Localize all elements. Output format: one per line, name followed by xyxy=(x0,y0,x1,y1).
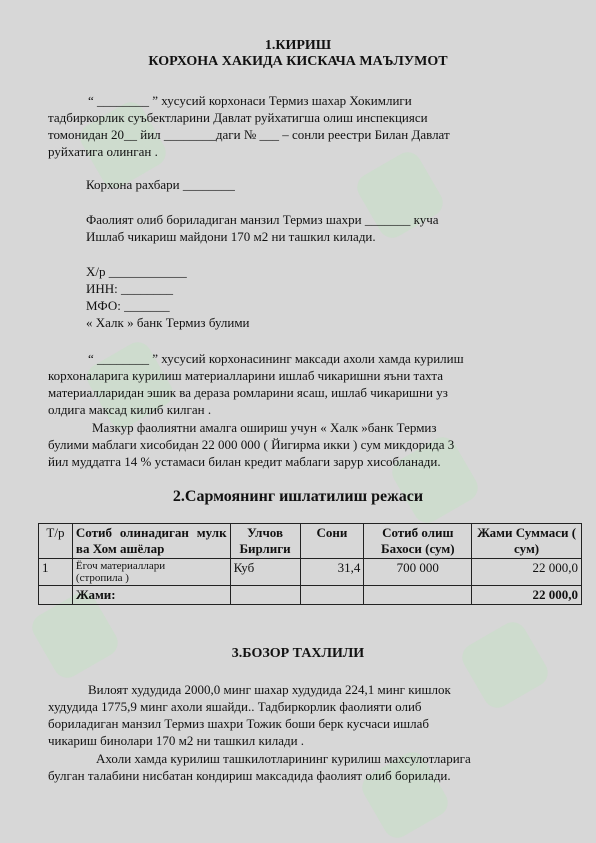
credit-paragraph xyxy=(48,419,546,470)
director-line: Корхона рахбари ________ xyxy=(86,177,235,192)
credit-line: булими маблаги хисобидан 22 000 000 ( Йигирма икки ) сум микдорида 3 xyxy=(48,437,455,452)
total-label: Жами: xyxy=(72,586,230,605)
col-header-num: Т/р xyxy=(39,524,73,559)
cell-empty xyxy=(364,586,472,605)
col-header-item: Сотиб олинадиган мулк ва Хом ашёлар xyxy=(72,524,230,559)
cell-item-sub: (стропила ) xyxy=(75,572,129,584)
section3-title: 3.БОЗОР ТАХЛИЛИ xyxy=(231,646,365,661)
table-total-row xyxy=(39,586,582,605)
cell-num: 1 xyxy=(39,559,73,586)
credit-line: Мазкур фаолиятни амалга ошириш учун « Халк »банк Термиз xyxy=(92,420,437,435)
intro-line: руйхатига олинган . xyxy=(48,144,158,159)
demand-line: булган талабини нисбатан кондириш максадида фаолият олиб борилади. xyxy=(48,768,451,783)
intro-line: “ ________ ” хусусий корхонаси Термиз шахар Хокимлиги xyxy=(88,93,412,108)
bank-line: « Халк » банк Термиз булими xyxy=(86,315,250,330)
investment-table xyxy=(38,523,582,605)
inn-line: ИНН: ________ xyxy=(86,281,174,296)
area-line: Ишлаб чикариш майдони 170 м2 ни ташкил килади. xyxy=(86,229,376,244)
col-header-unit: Улчов Бирлиги xyxy=(230,524,300,559)
cell-item-name: Ёгоч материаллари xyxy=(75,560,166,572)
credit-line: йил муддатга 14 % устамаси билан кредит маблаги зарур хисобланади. xyxy=(48,454,441,469)
account-line: Х/р ____________ xyxy=(86,264,187,279)
col-header-total: Жами Суммаси ( сум) xyxy=(472,524,582,559)
mfo-line: МФО: _______ xyxy=(86,298,170,313)
goal-line: корхоналарига курилиш материалларини ишлаб чикаришни яъни тахта xyxy=(48,368,443,383)
market-line: Вилоят худудида 2000,0 минг шахар худудида 224,1 минг кишлок xyxy=(88,682,451,697)
goal-line: материалларидан эшик ва дераза ромларини ясаш, ишлаб чикаришни уз xyxy=(48,385,448,400)
cell-empty xyxy=(230,586,300,605)
cell-unit: Куб xyxy=(230,559,300,586)
demand-paragraph xyxy=(48,750,546,784)
cell-qty: 31,4 xyxy=(300,559,364,586)
market-line: бориладиган манзил Термиз шахри Тожик боши берк кусчаси ишлаб xyxy=(48,716,429,731)
table-header-row xyxy=(39,524,582,559)
cell-total: 22 000,0 xyxy=(472,559,582,586)
section1-title: 1.КИРИШ xyxy=(264,38,332,53)
col-header-qty: Сони xyxy=(300,524,364,559)
cell-item xyxy=(72,559,230,586)
table-row xyxy=(39,559,582,586)
section1-subtitle: КОРХОНА ХАКИДА КИСКАЧА МАЪЛУМОТ xyxy=(148,54,448,69)
total-value: 22 000,0 xyxy=(472,586,582,605)
goal-line: олдига максад килиб килган . xyxy=(48,402,212,417)
demand-line: Ахоли хамда курилиш ташкилотларининг курилиш махсулотларига xyxy=(96,751,471,766)
market-line: чикариш бинолари 170 м2 ни ташкил килади . xyxy=(48,733,305,748)
cell-empty xyxy=(300,586,364,605)
goal-paragraph xyxy=(48,350,546,418)
col-header-price: Сотиб олиш Бахоси (сум) xyxy=(364,524,472,559)
address-line: Фаолият олиб бориладиган манзил Термиз шахри _______ куча xyxy=(86,212,439,227)
cell-empty xyxy=(39,586,73,605)
intro-paragraph xyxy=(48,92,546,160)
intro-line: томонидан 20__ йил ________даги № ___ – сонли реестри Билан Давлат xyxy=(48,127,450,142)
goal-line: “ ________ ” хусусий корхонасининг максади ахоли хамда курилиш xyxy=(88,351,464,366)
market-line: худудида 1775,9 минг ахоли яшайди.. Тадбиркорлик фаолияти олиб xyxy=(48,699,422,714)
intro-line: тадбиркорлик суъбектларини Давлат руйхатигша олиш инспекцияси xyxy=(48,110,428,125)
section2-title: 2.Сармоянинг ишлатилиш режаси xyxy=(172,488,424,505)
cell-price: 700 000 xyxy=(364,559,472,586)
market-paragraph xyxy=(48,681,546,749)
